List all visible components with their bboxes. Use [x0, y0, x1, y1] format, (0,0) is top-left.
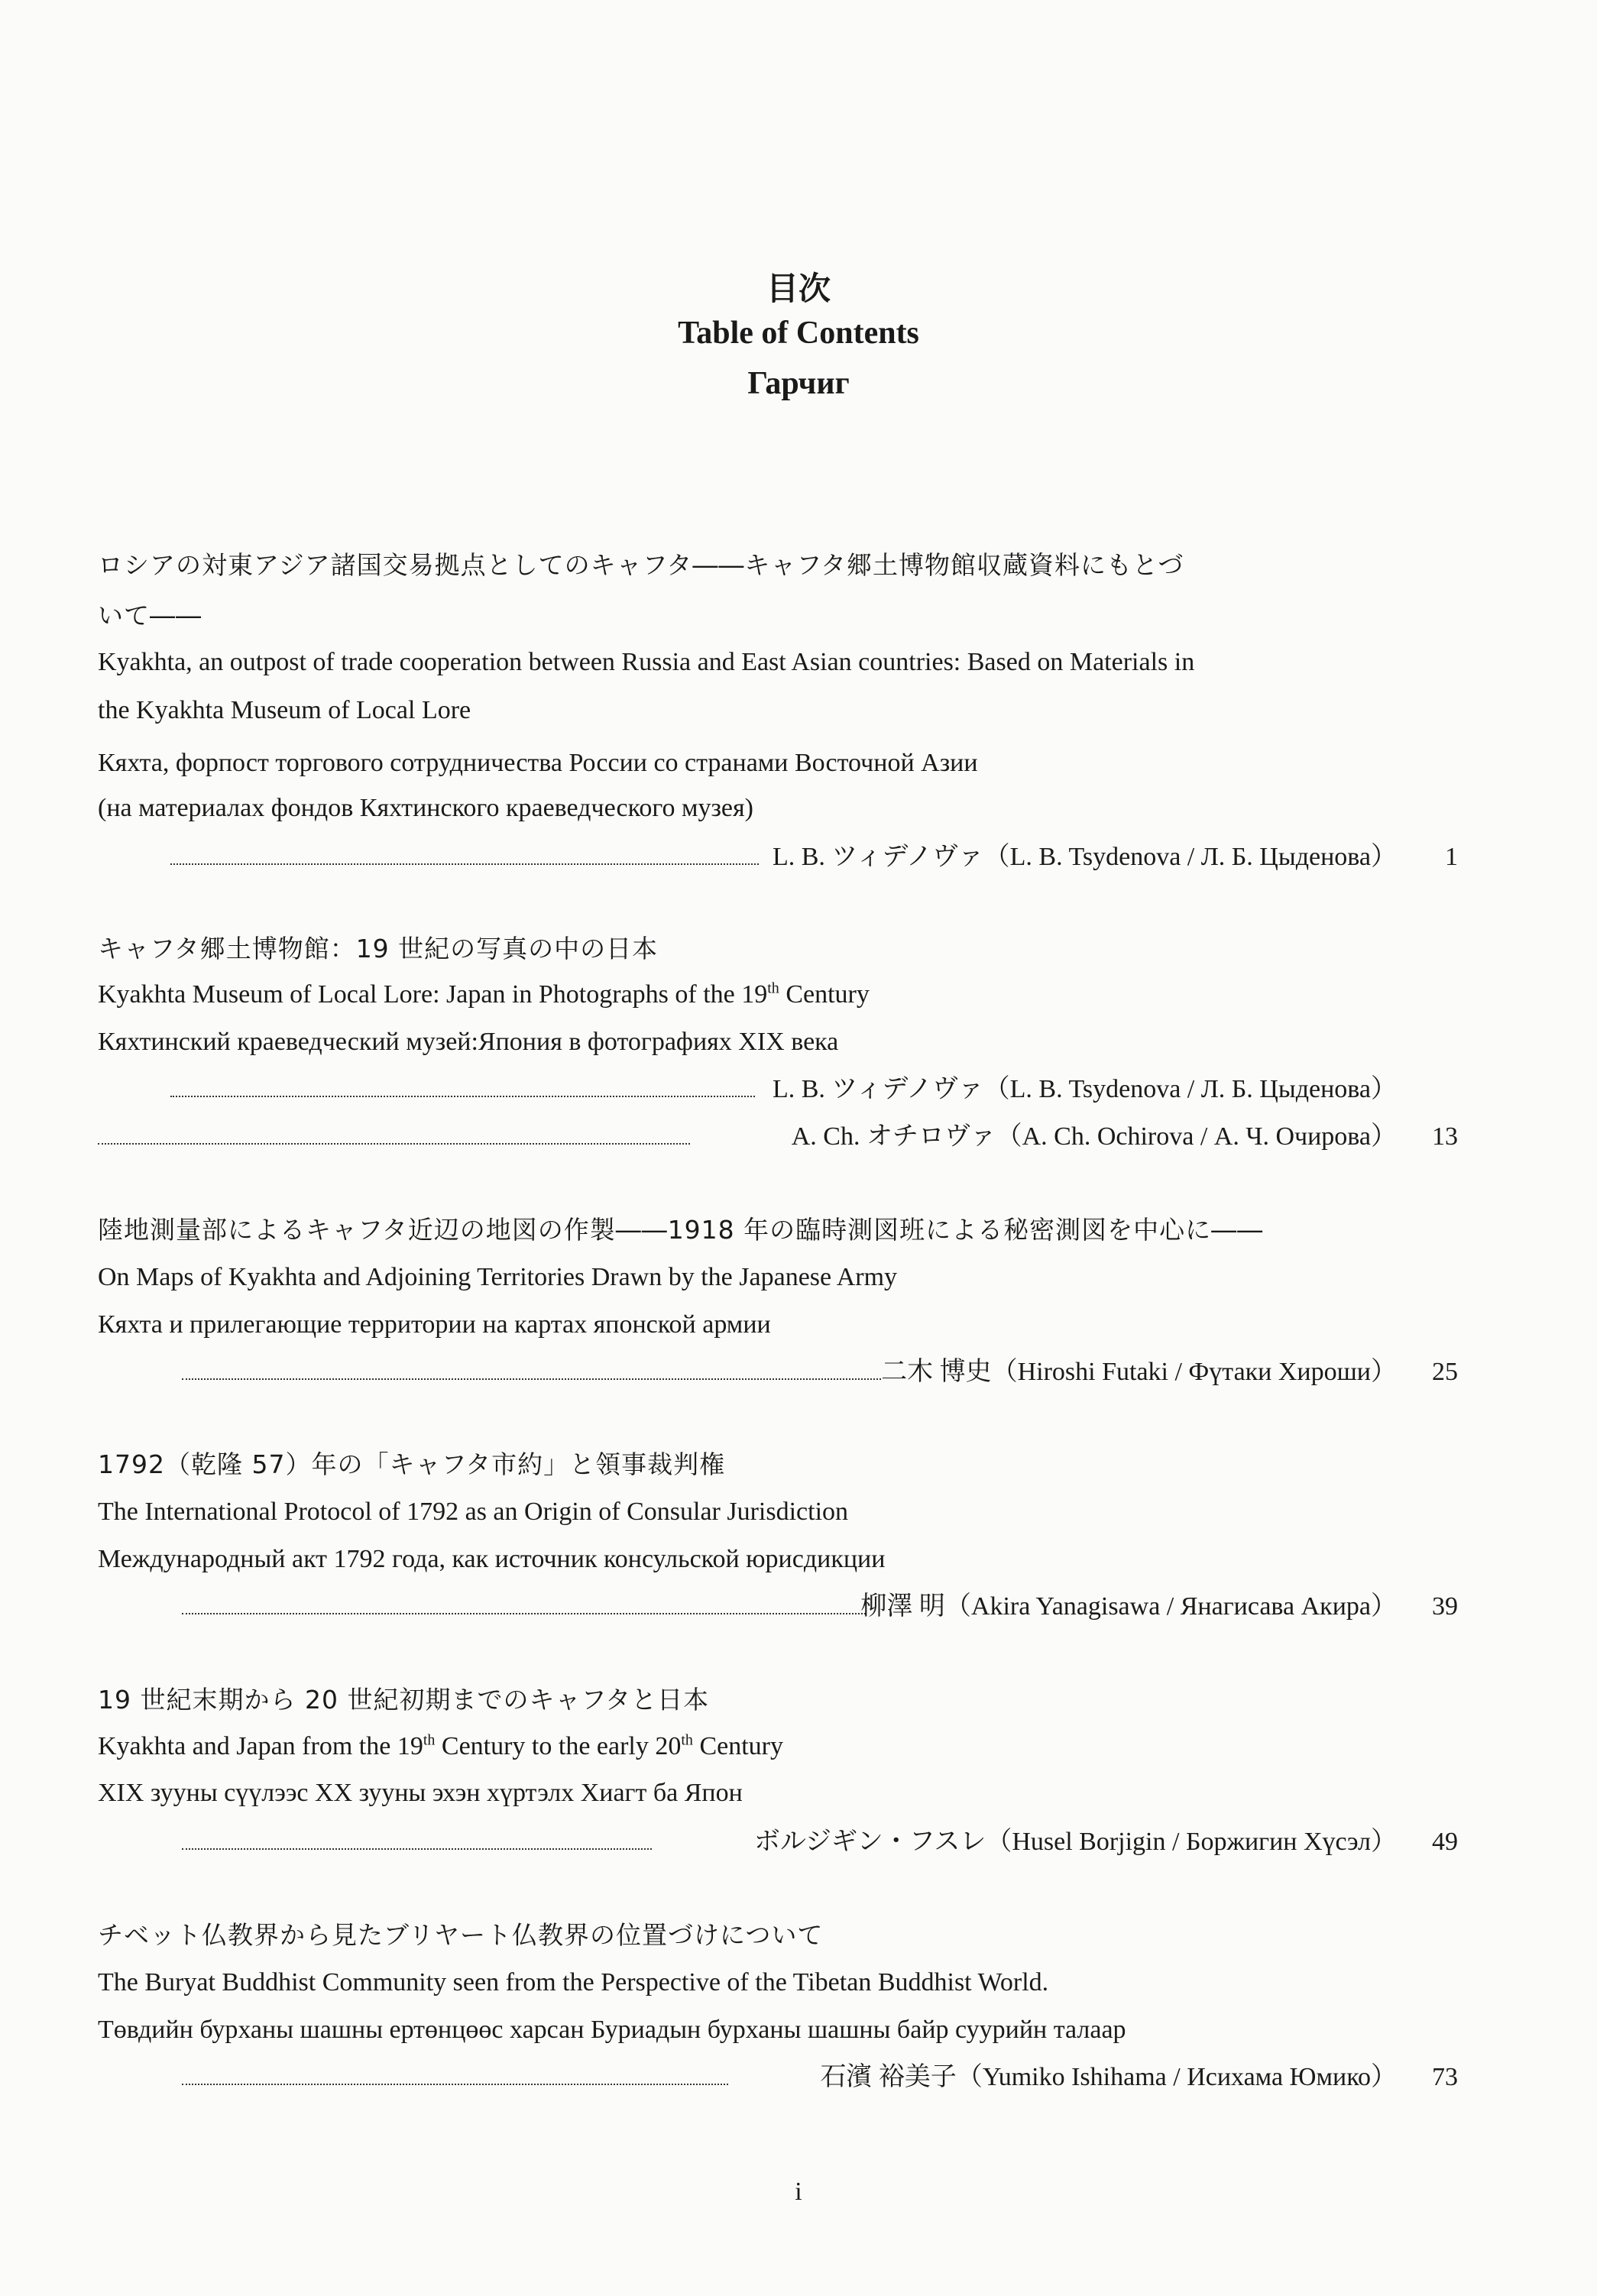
entry-author: 柳澤 明（Akira Yanagisawa / Янагисава Акира） — [860, 1592, 1397, 1621]
page-folio: i — [795, 2178, 802, 2206]
dot-leader — [182, 1848, 652, 1850]
entry-title-russian: Кяхта и прилегающие территории на картах японской армии — [98, 1310, 771, 1339]
entry-page-number: 39 — [1432, 1592, 1458, 1621]
dot-leader — [182, 1378, 881, 1380]
entry-title-japanese: 陸地測量部によるキャフタ近辺の地図の作製――1918 年の臨時測図班による秘密測図を中心に―― — [98, 1215, 1264, 1245]
entry-author: 二木 博史（Hiroshi Futaki / Фүтаки Хироши） — [881, 1358, 1397, 1386]
entry-title-japanese: 1792（乾隆 57）年の「キャフタ市約」と領事裁判権 — [98, 1449, 726, 1479]
entry-title-english-cont: the Kyakhta Museum of Local Lore — [98, 696, 471, 724]
entry-author: A. Ch. オチロヴァ（A. Ch. Ochirova / А. Ч. Очирова） — [791, 1122, 1397, 1151]
entry-page-number: 73 — [1432, 2063, 1458, 2091]
entry-title-english: The International Protocol of 1792 as an Origin of Consular Jurisdiction — [98, 1498, 849, 1526]
entry-title-english: Kyakhta Museum of Local Lore: Japan in Photographs of the 19th Century — [98, 980, 870, 1009]
entry-title-japanese: 19 世紀末期から 20 世紀初期までのキャフタと日本 — [98, 1685, 710, 1715]
entry-author: L. B. ツィデノヴァ（L. B. Tsydenova / Л. Б. Цыденова） — [772, 843, 1397, 871]
dot-leader — [182, 2084, 728, 2085]
entry-title-mongolian: Төвдийн бурханы шашны ертөнцөөс харсан Буриадын бурханы шашны байр суурийн талаар — [98, 2016, 1126, 2044]
entry-title-mongolian: XIX зууны сүүлээс XX зууны эхэн хүртэлх Хиагт ба Япон — [98, 1779, 743, 1807]
entry-title-english: The Buryat Buddhist Community seen from the Perspective of the Tibetan Buddhist World. — [98, 1968, 1049, 1996]
entry-title-japanese: チベット仏教界から見たブリヤート仏教界の位置づけについて — [98, 1920, 824, 1950]
entry-title-english: Kyakhta and Japan from the 19th Century to the early 20th Century — [98, 1731, 783, 1760]
entry-page-number: 49 — [1432, 1828, 1458, 1856]
entry-title-russian-cont: (на материалах фондов Кяхтинского краеведческого музея) — [98, 794, 753, 822]
dot-leader — [170, 863, 759, 865]
dot-leader — [170, 1096, 755, 1097]
entry-title-russian: Международный акт 1792 года, как источник консульской юрисдикции — [98, 1545, 886, 1573]
toc-title-mongolian: Гарчиг — [747, 366, 850, 401]
entry-page-number: 25 — [1432, 1358, 1458, 1386]
entry-author: L. B. ツィデノヴァ（L. B. Tsydenova / Л. Б. Цыденова） — [772, 1075, 1397, 1103]
toc-title-english: Table of Contents — [678, 316, 919, 351]
entry-title-japanese-cont: いて―― — [98, 601, 202, 630]
entry-author: 石濱 裕美子（Yumiko Ishihama / Исихама Юмико） — [820, 2063, 1397, 2091]
entry-title-japanese: キャフタ郷土博物館：19 世紀の写真の中の日本 — [98, 934, 659, 963]
entry-title-russian: Кяхтинский краеведческий музей:Япония в фотографиях XIX века — [98, 1028, 839, 1056]
entry-title-english: On Maps of Kyakhta and Adjoining Territories Drawn by the Japanese Army — [98, 1263, 898, 1291]
entry-page-number: 13 — [1432, 1122, 1458, 1151]
dot-leader — [182, 1613, 866, 1614]
entry-page-number: 1 — [1445, 843, 1458, 871]
dot-leader — [98, 1143, 690, 1145]
entry-title-japanese: ロシアの対東アジア諸国交易拠点としてのキャフタ――キャフタ郷土博物館収蔵資料にもとづ — [98, 550, 1184, 580]
toc-title-japanese: 目次 — [766, 270, 831, 307]
entry-title-russian: Кяхта, форпост торгового сотрудничества России со странами Восточной Азии — [98, 749, 978, 777]
entry-title-english: Kyakhta, an outpost of trade cooperation between Russia and East Asian countries: Based on Materials in — [98, 648, 1195, 676]
entry-author: ボルジギン・フスレ（Husel Borjigin / Боржигин Хүсэл） — [753, 1828, 1397, 1856]
